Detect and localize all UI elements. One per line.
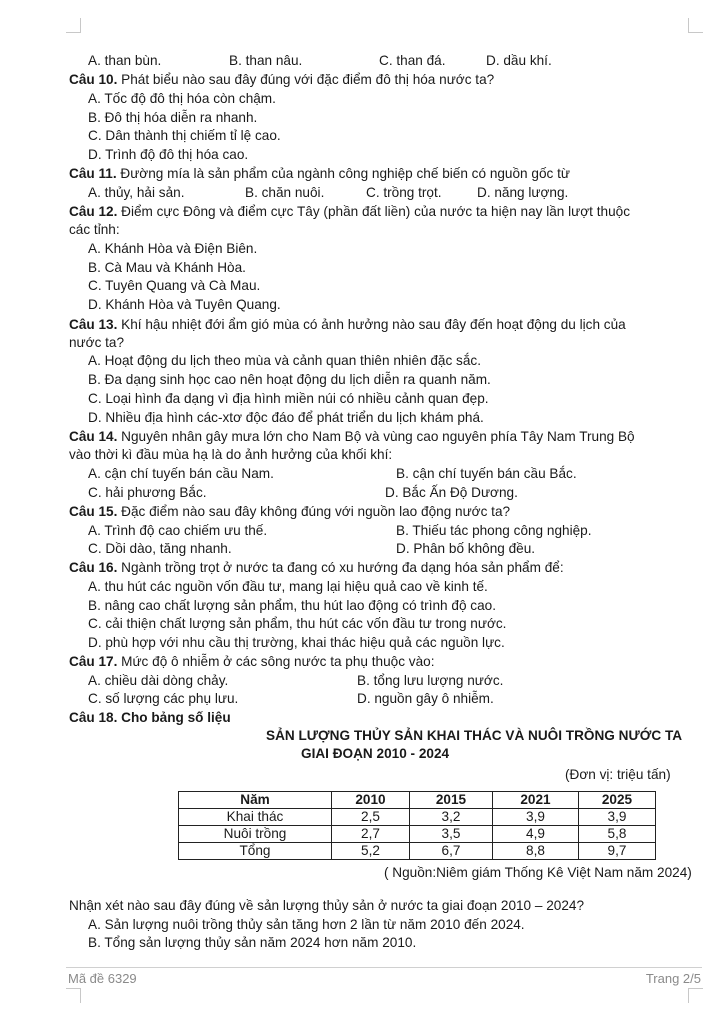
q17-option-d: D. nguồn gây ô nhiễm. xyxy=(357,691,494,706)
table-row xyxy=(179,809,656,826)
q18-stem xyxy=(69,709,231,727)
q12-number: Câu 12. xyxy=(69,204,118,219)
q18-number: Câu 18. xyxy=(69,710,118,725)
q16-option-d: D. phù hợp với nhu cầu thị trường, khai thác hiệu quả các nguồn lực. xyxy=(88,635,505,650)
table-header-cell: 2010 xyxy=(332,792,410,809)
crop-mark-bottom-left xyxy=(66,988,81,1003)
q15-text: Đặc điểm nào sau đây không đúng với nguồn lao động nước ta? xyxy=(117,504,511,519)
q12-stem xyxy=(69,203,630,221)
table-cell: 9,7 xyxy=(579,843,656,860)
q12-option-d: D. Khánh Hòa và Tuyên Quang. xyxy=(88,297,281,312)
q13-stem xyxy=(69,316,626,334)
q9-option-c: C. than đá. xyxy=(379,53,446,68)
q9-option-d: D. dầu khí. xyxy=(486,53,552,68)
data-table xyxy=(178,791,656,860)
q9-option-a: A. than bùn. xyxy=(88,53,162,68)
table-cell: 5,2 xyxy=(332,843,410,860)
table-cell: 3,9 xyxy=(579,809,656,826)
table-cell: 2,5 xyxy=(332,809,410,826)
q18-option-b: B. Tổng sản lượng thủy sản năm 2024 hơn năm 2010. xyxy=(88,935,417,950)
crop-mark-top-right xyxy=(688,18,703,33)
q12-option-a: A. Khánh Hòa và Điện Biên. xyxy=(88,241,258,256)
page-number: Trang 2/5 xyxy=(645,971,701,986)
q14-stem xyxy=(69,428,635,446)
q14-number: Câu 14. xyxy=(69,429,118,444)
q10-option-a: A. Tốc độ đô thị hóa còn chậm. xyxy=(88,91,276,106)
table-header-row xyxy=(179,792,656,809)
q13-option-a: A. Hoạt động du lịch theo mùa và cảnh quan thiên nhiên đặc sắc. xyxy=(88,353,481,368)
q15-option-c: C. Dồi dào, tăng nhanh. xyxy=(88,541,232,556)
q14-option-c: C. hải phương Bắc. xyxy=(88,485,207,500)
q15-stem xyxy=(69,503,510,521)
q14-option-b: B. cận chí tuyến bán cầu Bắc. xyxy=(396,466,577,481)
table-cell: 5,8 xyxy=(579,826,656,843)
q10-number: Câu 10. xyxy=(69,72,118,87)
q16-option-c: C. cải thiện chất lượng sản phẩm, thu hút các vốn đầu tư trong nước. xyxy=(88,616,507,631)
table-cell: 8,8 xyxy=(493,843,579,860)
table-cell: Tổng xyxy=(179,843,332,860)
q10-option-d: D. Trình độ đô thị hóa cao. xyxy=(88,147,249,162)
q14-stem-cont: vào thời kì đầu mùa hạ là do ảnh hưởng của khối khí: xyxy=(69,447,393,462)
table-title-line2: GIAI ĐOẠN 2010 - 2024 xyxy=(301,746,450,761)
q17-option-b: B. tổng lưu lượng nước. xyxy=(357,673,504,688)
table-header-cell: Năm xyxy=(179,792,332,809)
q11-option-c: C. trồng trọt. xyxy=(366,185,442,200)
table-source: ( Nguồn:Niêm giám Thống Kê Việt Nam năm 2024) xyxy=(384,865,692,880)
q13-option-d: D. Nhiều địa hình các-xtơ độc đáo để phát triển du lịch khám phá. xyxy=(88,410,484,425)
q16-number: Câu 16. xyxy=(69,560,118,575)
q14-option-a: A. cận chí tuyến bán cầu Nam. xyxy=(88,466,274,481)
q12-option-c: C. Tuyên Quang và Cà Mau. xyxy=(88,278,261,293)
q18-text: Cho bảng số liệu xyxy=(117,710,231,725)
q11-option-d: D. năng lượng. xyxy=(477,185,569,200)
table-cell: 6,7 xyxy=(410,843,493,860)
q14-text: Nguyên nhân gây mưa lớn cho Nam Bộ và vùng cao nguyên phía Tây Nam Trung Bộ xyxy=(117,429,635,444)
crop-mark-bottom-right xyxy=(688,988,703,1003)
q10-option-c: C. Dân thành thị chiếm tỉ lệ cao. xyxy=(88,128,281,143)
table-header-cell: 2025 xyxy=(579,792,656,809)
q11-stem xyxy=(69,165,570,183)
table-cell: Khai thác xyxy=(179,809,332,826)
q12-text: Điểm cực Đông và điểm cực Tây (phần đất liền) của nước ta hiện nay lần lượt thuộc xyxy=(117,204,630,219)
q15-option-a: A. Trình độ cao chiếm ưu thế. xyxy=(88,523,268,538)
table-unit: (Đơn vị: triệu tấn) xyxy=(565,767,671,782)
q15-number: Câu 15. xyxy=(69,504,118,519)
q13-stem-cont: nước ta? xyxy=(69,335,125,350)
q11-number: Câu 11. xyxy=(69,166,117,181)
q11-text: Đường mía là sản phẩm của ngành công nghiệp chế biến có nguồn gốc từ xyxy=(116,166,570,181)
q13-text: Khí hậu nhiệt đới ẩm gió mùa có ảnh hưởng nào sau đây đến hoạt động du lịch của xyxy=(117,317,626,332)
q16-text: Ngành trồng trọt ở nước ta đang có xu hướng đa dạng hóa sản phẩm để: xyxy=(117,560,564,575)
crop-mark-top-left xyxy=(66,18,81,33)
q17-text: Mức độ ô nhiễm ở các sông nước ta phụ thuộc vào: xyxy=(117,654,435,669)
q17-option-c: C. số lượng các phụ lưu. xyxy=(88,691,239,706)
q11-option-b: B. chăn nuôi. xyxy=(245,185,325,200)
table-row xyxy=(179,826,656,843)
footer-divider xyxy=(66,967,702,968)
q17-option-a: A. chiều dài dòng chảy. xyxy=(88,673,229,688)
q15-option-d: D. Phân bố không đều. xyxy=(396,541,536,556)
table-cell: 3,5 xyxy=(410,826,493,843)
q13-option-c: C. Loại hình đa dạng vì địa hình miền núi có nhiều cảnh quan đẹp. xyxy=(88,391,489,406)
q17-stem xyxy=(69,653,435,671)
table-cell: Nuôi trồng xyxy=(179,826,332,843)
q16-option-a: A. thu hút các nguồn vốn đầu tư, mang lại hiệu quả cao về kinh tế. xyxy=(88,579,488,594)
q18-question: Nhận xét nào sau đây đúng về sản lượng thủy sản ở nước ta giai đoạn 2010 – 2024? xyxy=(69,898,585,913)
table-row xyxy=(179,843,656,860)
q10-stem xyxy=(69,71,494,89)
q15-option-b: B. Thiếu tác phong công nghiệp. xyxy=(396,523,592,538)
table-cell: 2,7 xyxy=(332,826,410,843)
q12-option-b: B. Cà Mau và Khánh Hòa. xyxy=(88,260,246,275)
exam-code: Mã đề 6329 xyxy=(68,971,137,986)
q12-stem-cont: các tỉnh: xyxy=(69,222,120,237)
table-cell: 3,9 xyxy=(493,809,579,826)
q11-option-a: A. thủy, hải sản. xyxy=(88,185,185,200)
q13-option-b: B. Đa dạng sinh học cao nên hoạt động du lịch diễn ra quanh năm. xyxy=(88,372,491,387)
table-header-cell: 2015 xyxy=(410,792,493,809)
table-title-line1: SẢN LƯỢNG THỦY SẢN KHAI THÁC VÀ NUÔI TRỒNG NƯỚC TA xyxy=(266,728,683,743)
q10-text: Phát biểu nào sau đây đúng với đặc điểm đô thị hóa nước ta? xyxy=(117,72,495,87)
table-cell: 4,9 xyxy=(493,826,579,843)
q17-number: Câu 17. xyxy=(69,654,118,669)
q13-number: Câu 13. xyxy=(69,317,118,332)
q9-option-b: B. than nâu. xyxy=(229,53,303,68)
q16-option-b: B. nâng cao chất lượng sản phẩm, thu hút lao động có trình độ cao. xyxy=(88,598,496,613)
table-cell: 3,2 xyxy=(410,809,493,826)
q10-option-b: B. Đô thị hóa diễn ra nhanh. xyxy=(88,110,258,125)
q18-option-a: A. Sản lượng nuôi trồng thủy sản tăng hơn 2 lần từ năm 2010 đến 2024. xyxy=(88,917,525,932)
table-header-cell: 2021 xyxy=(493,792,579,809)
q14-option-d: D. Bắc Ấn Độ Dương. xyxy=(385,485,518,500)
q16-stem xyxy=(69,559,564,577)
